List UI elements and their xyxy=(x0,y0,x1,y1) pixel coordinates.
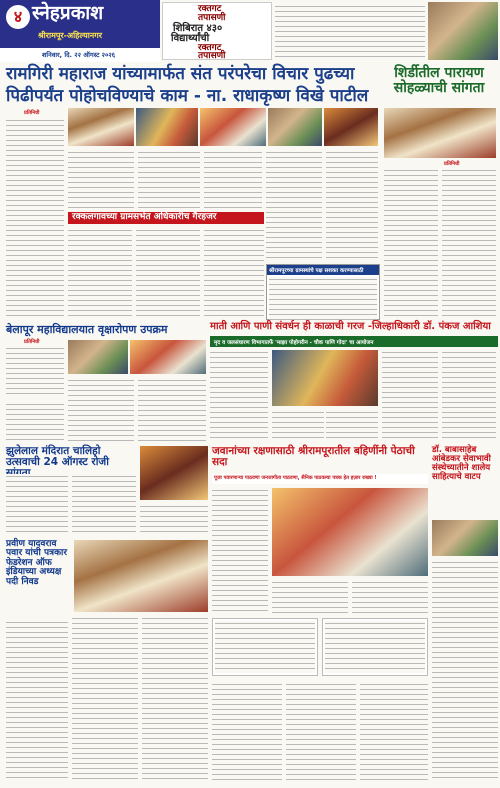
lead-column xyxy=(266,150,322,262)
ambedkar-photo xyxy=(432,520,498,556)
collector-headline: माती आणि पाणी संवर्धन ही काळाची गरज -जिल्हाधिकारी डॉ. पंकज आशिया xyxy=(210,321,491,332)
teaser-line: रक्तगट xyxy=(198,43,222,53)
top-teaser-photo xyxy=(428,2,498,60)
bottom-mid-column xyxy=(212,682,282,782)
right-story-kicker: प्रतिनिधी xyxy=(444,161,460,167)
top-teaser-box xyxy=(162,2,272,60)
belapur-column xyxy=(6,346,64,398)
masthead-dateline: शनिवार, दि. २२ ऑगस्ट २०२६ xyxy=(0,48,160,62)
bottom-box-1 xyxy=(212,618,318,676)
bottom-box-text xyxy=(325,621,425,673)
lead-headline-line1: रामगिरी महाराज यांच्यामार्फत संत परंपरेचा विचार पुढच्या xyxy=(6,64,355,84)
kids-column xyxy=(72,474,136,534)
collector-column xyxy=(210,350,268,442)
kids-headline: झुलेलाल मंदिरात चालिहो उत्सवाची 24 ऑगस्ट रोजी xyxy=(6,445,109,469)
bottom-left-photo xyxy=(74,540,208,612)
soldier-column xyxy=(352,580,428,614)
soldier-headline: जवानांच्या रक्षणासाठी श्रीरामपूरातील बहिणींनी पेठाची सदा xyxy=(212,445,415,469)
lead-column xyxy=(6,118,64,318)
masthead xyxy=(0,0,160,62)
soldier-column xyxy=(212,488,268,614)
issue-number-badge: ४ xyxy=(6,5,30,29)
belapur-headline: बेलापूर महाविद्यालयात वृक्षारोपण उपक्रम xyxy=(6,323,168,336)
bottom-box-text xyxy=(215,621,315,673)
bottom-box-2 xyxy=(322,618,428,676)
ambedkar-column xyxy=(432,560,498,782)
lead-column xyxy=(204,150,262,208)
top-teaser-text xyxy=(275,4,425,60)
bottom-left-column xyxy=(142,616,208,782)
soldier-subhead-banner xyxy=(212,474,428,484)
teaser-line: तपासणी xyxy=(198,13,226,23)
ambedkar-headline: डॉ. बाबासाहेब आंबेडकर सेवाभावी संस्थेच्यातीने शालेय साहित्याचे वाटप xyxy=(432,445,491,482)
belapur-column xyxy=(138,378,206,442)
lead-photo-4 xyxy=(268,108,322,146)
soldier-column xyxy=(272,580,348,614)
belapur-column xyxy=(6,402,64,442)
teaser-line: विद्यार्थ्यांची xyxy=(171,33,210,44)
gram-story-headline: रक्कलगावच्या ग्रामसभेत अधिकारीच गैरहजर xyxy=(72,212,217,222)
bottom-left-column xyxy=(72,616,138,782)
right-story-column xyxy=(384,168,438,318)
collector-column xyxy=(382,350,438,442)
collector-column xyxy=(326,410,378,442)
soldier-photo xyxy=(272,488,428,576)
masthead-subtitle: श्रीरामपूर-अहिल्यानगर xyxy=(38,31,103,40)
lead-kicker: प्रतिनिधी xyxy=(24,110,40,116)
right-story-photo xyxy=(384,108,496,158)
bottom-left-column xyxy=(6,620,68,782)
right-story-headline: शिर्डीतील पारायण सोहळ्याची सांगता xyxy=(393,65,485,96)
belapur-column xyxy=(68,378,134,442)
notice-box-headline: श्रीरामपूरच्या ग्रामस्थांचे पक्ष सशक्त करण्यासाठी xyxy=(267,265,379,275)
gram-story-banner xyxy=(68,212,264,224)
belapur-kicker: प्रतिनिधी xyxy=(24,339,40,345)
teaser-line: रक्तगट xyxy=(198,4,222,14)
bottom-mid-column xyxy=(360,682,428,782)
lead-column xyxy=(68,150,134,208)
bottom-left-headline: प्रवीण यादवराव पवार यांची पत्रकार फेडरेशन ऑफ इंडियाच्या अध्यक्ष पदी निवड xyxy=(6,539,67,587)
lead-headline xyxy=(6,66,376,106)
lead-photo-3 xyxy=(200,108,266,146)
masthead-title: स्नेहप्रकाश xyxy=(32,2,104,24)
gram-story-column xyxy=(68,228,132,320)
kids-photo-1 xyxy=(140,446,208,500)
kids-column xyxy=(6,474,68,534)
lead-headline-line2: पिढीपर्यंत पोहोचविण्याचे काम - ना. राधाकृष्ण विखे पाटील xyxy=(6,85,369,106)
lead-column xyxy=(326,150,378,262)
belapur-photo-1 xyxy=(68,340,128,374)
lead-column xyxy=(138,150,200,208)
right-story-column xyxy=(442,168,496,318)
gram-story-column xyxy=(204,228,264,320)
collector-subhead: मृद व जलसंधारण विभागातर्फे 'माझा पोहोगरीन - चौक पाणि गोदा' चा आयोजन xyxy=(214,340,374,346)
lead-photo-1 xyxy=(68,108,134,146)
belapur-photo-2 xyxy=(130,340,206,374)
soldier-subhead: पूजा पवारणाऱ्या पाठवणा जनजागीता पाठवणा, सैनिक पाठवल्या पत्रक हेत हज़ार राख्या ! xyxy=(214,475,377,481)
lead-photo-5 xyxy=(324,108,378,146)
notice-box xyxy=(266,264,380,320)
teaser-line: तपासणी xyxy=(198,51,226,61)
gram-story-column xyxy=(136,228,200,320)
bottom-mid-column xyxy=(286,682,356,782)
collector-subhead-banner xyxy=(210,336,498,347)
collector-column xyxy=(442,350,496,442)
kids-column xyxy=(140,504,208,534)
collector-column xyxy=(272,410,324,442)
teaser-line: शिबिरात ४३० xyxy=(173,23,223,34)
collector-photo xyxy=(272,350,378,406)
notice-box-text xyxy=(269,277,377,321)
lead-photo-2 xyxy=(136,108,198,146)
